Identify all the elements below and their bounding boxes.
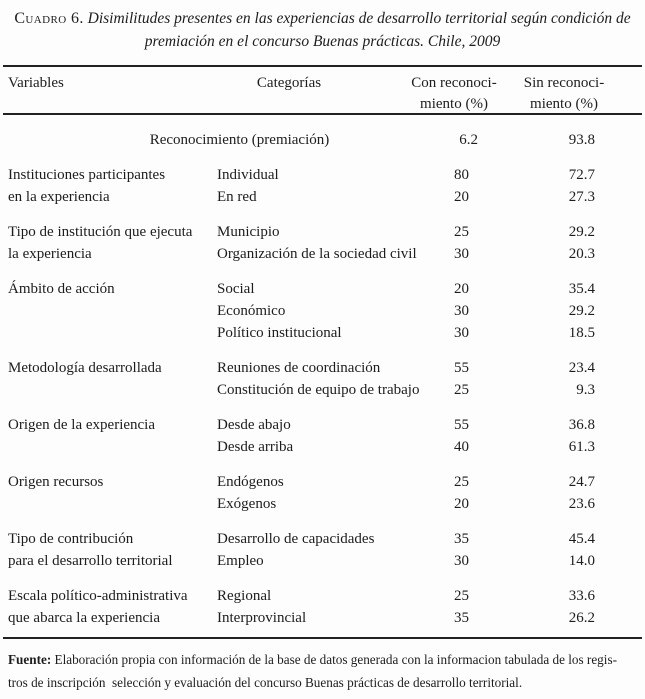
variable-cell: en la experiencia [8, 189, 110, 205]
table-row [0, 129, 645, 151]
variable-cell [0, 300, 214, 322]
sin-value-cell: 20.3 [568, 246, 595, 262]
sin-value-cell: 93.8 [568, 132, 595, 148]
variable-cell [0, 493, 214, 515]
category-cell: Político institucional [217, 325, 342, 341]
category-cell: Económico [217, 303, 286, 319]
variable-cell: Escala político-administrativa [8, 588, 188, 604]
variable-cell: Metodología desarrollada [8, 360, 162, 376]
category-cell: Municipio [217, 224, 280, 240]
column-header-categorias: Categorías [256, 75, 322, 91]
table-title-line2: premiación en el concurso Buenas prácticas. Chile, 2009 [144, 33, 501, 50]
sin-value-cell: 14.0 [568, 553, 595, 569]
con-value-cell: 25 [454, 382, 469, 398]
category-cell: Individual [217, 167, 279, 183]
con-value-cell: 6.2 [459, 132, 478, 148]
variable-cell: Tipo de contribución [8, 531, 134, 547]
variable-cell: Tipo de institución que ejecuta [8, 224, 193, 240]
table-number-label: Cuadro 6. [14, 10, 84, 27]
table-row [0, 493, 645, 515]
column-header-con-reconocimiento [398, 73, 510, 115]
table-group [0, 414, 645, 458]
category-cell: Endógenos [217, 474, 284, 490]
bottom-rule [3, 637, 642, 639]
table-row [0, 357, 645, 379]
table-group [0, 221, 645, 265]
table-row [0, 607, 645, 629]
table-row [0, 528, 645, 550]
table-group [0, 357, 645, 401]
con-value-cell: 40 [454, 439, 469, 455]
table-group [0, 278, 645, 344]
sin-value-cell: 33.6 [568, 588, 595, 604]
category-cell: En red [217, 189, 257, 205]
category-cell: Empleo [217, 553, 264, 569]
table-row [0, 436, 645, 458]
table-body [0, 115, 645, 637]
column-header-sin-line1: Sin reconoci- [523, 75, 605, 91]
table-group [0, 129, 645, 151]
category-cell: Desde abajo [217, 417, 291, 433]
con-value-cell: 30 [454, 303, 469, 319]
variable-cell: Origen recursos [8, 474, 104, 490]
table-row [0, 300, 645, 322]
con-value-cell: 30 [454, 553, 469, 569]
variable-cell: Ámbito de acción [8, 281, 115, 297]
table-row [0, 322, 645, 344]
table-group [0, 471, 645, 515]
category-cell: Constitución de equipo de trabajo [217, 382, 420, 398]
sin-value-cell: 29.2 [568, 303, 595, 319]
con-value-cell: 80 [454, 167, 469, 183]
variable-cell [0, 379, 214, 401]
table-row [0, 550, 645, 572]
column-header-sin-reconocimiento [510, 73, 618, 115]
sin-value-cell: 23.4 [568, 360, 595, 376]
sin-value-cell: 18.5 [568, 325, 595, 341]
variable-cell: la experiencia [8, 246, 92, 262]
con-value-cell: 55 [454, 360, 469, 376]
source-label: Fuente: [8, 652, 52, 667]
con-value-cell: 25 [454, 474, 469, 490]
con-value-cell: 20 [454, 281, 469, 297]
column-header-con-line2: miento (%) [420, 96, 488, 112]
variable-cell: Instituciones participantes [8, 167, 166, 183]
con-value-cell: 30 [454, 325, 469, 341]
column-header-variables: Variables [8, 75, 64, 91]
source-note [0, 648, 645, 694]
con-value-cell: 25 [454, 588, 469, 604]
column-header-con-line1: Con reconoci- [411, 75, 497, 91]
category-cell: Social [217, 281, 255, 297]
source-line2: tros de inscripción selección y evaluación del concurso Buenas prácticas de desarrollo territorial. [8, 675, 523, 690]
sin-value-cell: 24.7 [568, 474, 595, 490]
table-row [0, 186, 645, 208]
table-row [0, 221, 645, 243]
category-cell: Interprovincial [217, 610, 307, 626]
con-value-cell: 30 [454, 246, 469, 262]
table-row [0, 471, 645, 493]
con-value-cell: 20 [454, 496, 469, 512]
con-value-cell: 25 [454, 224, 469, 240]
source-line1 [8, 652, 617, 667]
table-group [0, 528, 645, 572]
variable-cell: que abarca la experiencia [8, 610, 160, 626]
category-cell: Exógenos [217, 496, 277, 512]
table-title-line1: Disimilitudes presentes en las experiencias de desarrollo territorial según condición de [87, 10, 631, 27]
con-value-cell: 35 [454, 610, 469, 626]
table-group [0, 164, 645, 208]
sin-value-cell: 23.6 [568, 496, 595, 512]
category-cell: Desarrollo de capacidades [217, 531, 375, 547]
table-row [0, 414, 645, 436]
table-title [0, 0, 645, 53]
column-header-sin-line2: miento (%) [530, 96, 598, 112]
variable-cell: para el desarrollo territorial [8, 553, 173, 569]
variable-cell: Origen de la experiencia [8, 417, 156, 433]
sin-value-cell: 26.2 [568, 610, 595, 626]
table-row [0, 243, 645, 265]
sin-value-cell: 9.3 [576, 382, 595, 398]
category-cell: Regional [217, 588, 272, 604]
sin-value-cell: 61.3 [568, 439, 595, 455]
table-header-row [0, 67, 645, 113]
table-row [0, 379, 645, 401]
sin-value-cell: 27.3 [568, 189, 595, 205]
sin-value-cell: 72.7 [568, 167, 595, 183]
source-line1-text: Elaboración propia con información de la base de datos generada con la informacion tabulada de los regis- [51, 652, 617, 667]
con-value-cell: 35 [454, 531, 469, 547]
table-row [0, 164, 645, 186]
sin-value-cell: 35.4 [568, 281, 595, 297]
sin-value-cell: 45.4 [568, 531, 595, 547]
table-row [0, 585, 645, 607]
variable-cell [0, 436, 214, 458]
table-group [0, 585, 645, 629]
sin-value-cell: 29.2 [568, 224, 595, 240]
span-label-cell: Reconocimiento (premiación) [149, 132, 330, 148]
con-value-cell: 20 [454, 189, 469, 205]
table-row [0, 278, 645, 300]
category-cell: Desde arriba [217, 439, 294, 455]
con-value-cell: 55 [454, 417, 469, 433]
category-cell: Organización de la sociedad civil [217, 246, 417, 262]
sin-value-cell: 36.8 [568, 417, 595, 433]
category-cell: Reuniones de coordinación [217, 360, 381, 376]
variable-cell [0, 322, 214, 344]
